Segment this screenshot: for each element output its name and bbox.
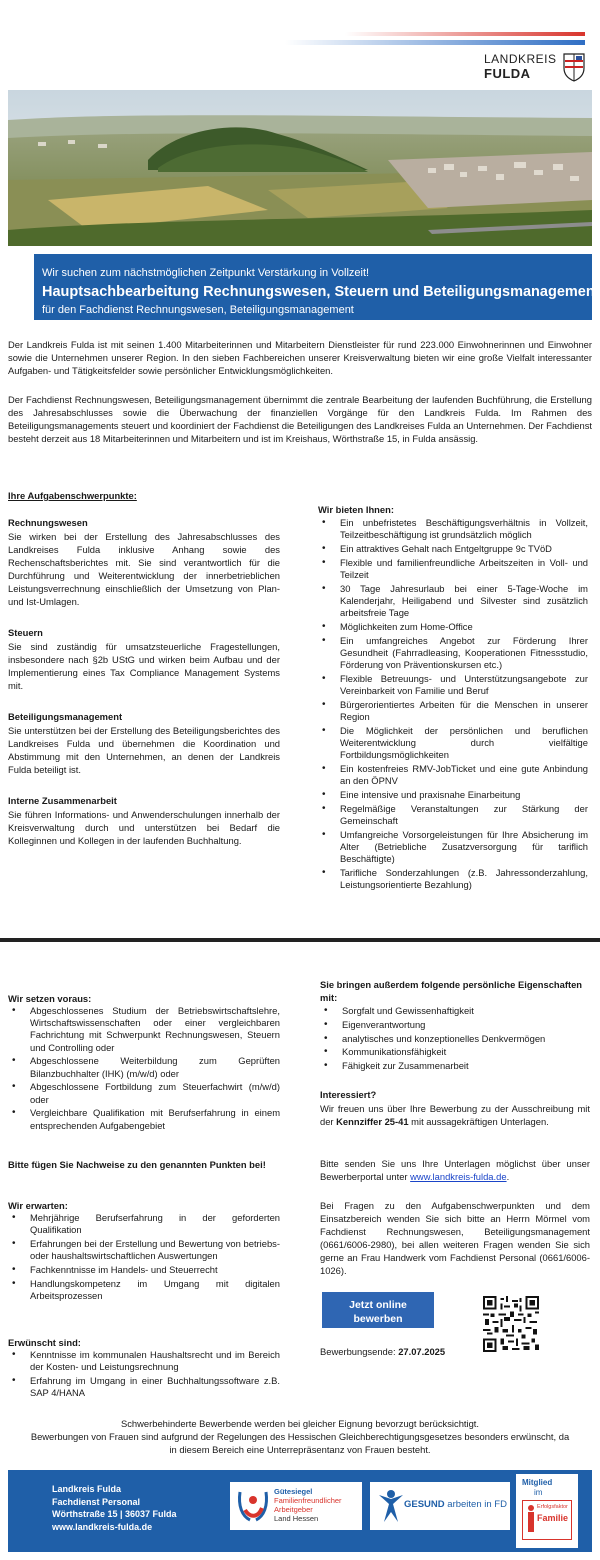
section-divider: [0, 938, 600, 942]
logo-line2: FULDA: [484, 66, 531, 81]
task-title-intern: Interne Zusammenarbeit: [8, 795, 117, 806]
require-item: • Abgeschlossenes Studium der Betriebswirtschaftslehre, Wirtschaftswissenschaften oder einer vergleichbaren Fachrichtung mit Schwerpunkt Rechnungswesen, Steuern und Controlling oder: [8, 1005, 280, 1054]
interest-text: [320, 1102, 590, 1128]
apply-online-button[interactable]: [322, 1292, 434, 1328]
offer-item: • Umfangreiche Vorsorgeleistungen für Ihre Absicherung im Alter (Betriebliche Zusatzversorgung für tariflich Beschäftigte): [318, 829, 588, 866]
offer-item: • Ein umfangreiches Angebot zur Förderung Ihrer Gesundheit (Fahrradleasing, Kooperationen Fitnessstudio, Förderung von Präventionskursen etc.): [318, 635, 588, 672]
offer-item: • Ein attraktives Gehalt nach Entgeltgruppe 9c TVöD: [318, 543, 588, 555]
landkreis-fulda-logo: [484, 52, 588, 82]
personal-item: • Fähigkeit zur Zusammenarbeit: [320, 1060, 590, 1072]
landscape-photo: [8, 90, 592, 246]
offer-item: • Möglichkeiten zum Home-Office: [318, 621, 588, 633]
deadline-date: 27.07.2025: [398, 1346, 446, 1357]
expect-heading: Wir erwarten:: [8, 1200, 68, 1211]
proof-note: Bitte fügen Sie Nachweise zu den genannten Punkten bei!: [8, 1159, 266, 1170]
interest-text-a: Wir freuen uns über Ihre Bewerbung zu der Ausschreibung mit der: [320, 1103, 590, 1127]
equality-note: Bewerbungen von Frauen sind aufgrund der Regelungen des Hessischen Gleichberechtigungsgesetzes besonders erwünscht, da in diesem Bereich eine Unterrepräsentanz von Frauen besteht.: [30, 1431, 570, 1455]
apply-button-line1: Jetzt online: [349, 1299, 407, 1311]
department-line: für den Fachdienst Rechnungswesen, Beteiligungsmanagement: [42, 304, 354, 316]
footer-department: Fachdienst Personal: [52, 1496, 141, 1507]
deadline-label: Bewerbungsende:: [320, 1346, 399, 1357]
task-title-rechnungswesen: Rechnungswesen: [8, 517, 88, 528]
erfolgsfaktor-familie-seal: [516, 1474, 578, 1548]
family-figure-icon: [525, 1504, 537, 1534]
require-item: • Abgeschlossene Weiterbildung zum Geprüften Bilanzbuchhalter (IHK) (m/w/d) oder: [8, 1055, 280, 1079]
contact-text: Bei Fragen zu den Aufgabenschwerpunkten und dem Einsatzbereich wenden Sie sich bitte an Herrn Mörmel vom Fachdienst Rechnungswesen, Beteiligungsmanagement (0661/6006-2980), bei allen weiteren Fragen wenden Sie sich gerne an Frau Handwerk vom Fachdienst Personal (0661/6006-1026).: [320, 1200, 590, 1276]
task-text-rechnungswesen: Sie wirken bei der Erstellung des Jahresabschlusses des Landkreises Fulda inklusive Anhang sowie des Rechenschaftsberichtes mit. Sie sind verantwortlich für die Durchführung und Weiterentwicklung der innerbetrieblichen Leistungsverrechnung einschließlich der Umsetzung von Plan- und Ist-Umlagen.: [8, 531, 280, 607]
gesund-arbeiten-seal: [370, 1482, 510, 1530]
coat-of-arms-icon: [562, 52, 586, 82]
logo-line1: LANDKREIS: [484, 52, 557, 66]
footer-address: Wörthstraße 15 | 36037 Fulda: [52, 1509, 177, 1519]
seal1-line3: Arbeitgeber: [274, 1505, 313, 1514]
offer-item: • Eine intensive und praxisnahe Einarbeitung: [318, 789, 588, 801]
offer-item: • Bürgerorientiertes Arbeiten für die Menschen in unserer Region: [318, 699, 588, 723]
task-text-steuern: Sie sind zuständig für umsatzsteuerliche Fragestellungen, insbesondere nach §2b UStG und wirken beim Aufbau und der Implementierung eines Tax Compliance Management Systems mit.: [8, 641, 280, 691]
require-list: [8, 1005, 280, 1133]
seal2-text: [404, 1499, 507, 1510]
seal3-line3: Erfolgsfaktor: [537, 1504, 568, 1510]
apply-button-line2: bewerben: [353, 1313, 403, 1325]
desired-item: • Erfahrung im Umgang in einer Buchhaltungssoftware z.B. SAP 4/HANA: [8, 1375, 280, 1399]
expect-item: • Fachkenntnisse im Handels- und Steuerrecht: [8, 1264, 280, 1276]
portal-text-a: Bitte senden Sie uns Ihre Unterlagen möglichst über unser Bewerberportal unter: [320, 1158, 590, 1182]
task-text-beteiligung: Sie unterstützen bei der Erstellung des Beteiligungsberichtes des Landkreises Fulda und übernehmen die Koordination und Abstimmung mit den Unternehmen, an denen der Landkreis Fulda beteiligt ist.: [8, 725, 280, 775]
decorative-stripes: [285, 28, 585, 50]
task-title-steuern: Steuern: [8, 627, 43, 638]
person-star-icon: [376, 1488, 406, 1524]
interest-text-b: mit aussagekräftigen Unterlagen.: [408, 1116, 549, 1127]
portal-text-b: .: [506, 1171, 510, 1182]
require-heading: Wir setzen voraus:: [8, 993, 92, 1004]
offer-list: [318, 517, 588, 893]
personal-item: • Eigenverantwortung: [320, 1019, 590, 1031]
personal-item: • analytisches und konzeptionelles Denkvermögen: [320, 1033, 590, 1045]
offer-item: • Flexible und familienfreundliche Arbeitszeiten in Voll- und Teilzeit: [318, 557, 588, 581]
task-title-beteiligung: Beteiligungsmanagement: [8, 711, 123, 722]
offer-item: • Ein kostenfreies RMV-JobTicket und eine gute Anbindung an den ÖPNV: [318, 763, 588, 787]
job-title: Hauptsachbearbeitung Rechnungswesen, Steuern und Beteiligungsmanagement: [42, 284, 600, 300]
seal1-line4: Land Hessen: [274, 1514, 319, 1523]
tasks-heading: Ihre Aufgabenschwerpunkte:: [8, 490, 137, 501]
disability-note: Schwerbehinderte Bewerbende werden bei gleicher Eignung bevorzugt berücksichtigt.: [120, 1418, 480, 1429]
require-item: • Vergleichbare Qualifikation mit Berufserfahrung in einem entsprechenden Aufgabengebiet: [8, 1107, 280, 1131]
reference-code: Kennziffer 25-41: [336, 1116, 409, 1127]
seal3-line1: Mitglied: [522, 1478, 553, 1487]
seal3-line4: Familie: [537, 1513, 569, 1523]
seal2-text-a: GESUND: [404, 1499, 445, 1510]
personal-item: • Kommunikationsfähigkeit: [320, 1046, 590, 1058]
familienfreundlich-seal: [230, 1482, 362, 1530]
expect-item: • Mehrjährige Berufserfahrung in der geforderten Qualifikation: [8, 1212, 280, 1236]
banner-intro: Wir suchen zum nächstmöglichen Zeitpunkt Verstärkung in Vollzeit!: [42, 267, 370, 279]
offer-item: • Regelmäßige Veranstaltungen zur Stärkung der Gemeinschaft: [318, 803, 588, 827]
footer-website[interactable]: www.landkreis-fulda.de: [52, 1521, 153, 1532]
offer-item: • 30 Tage Jahresurlaub bei einer 5-Tage-Woche im Kalenderjahr, Heiligabend und Silvester sind zusätzlich arbeitsfreie Tage: [318, 583, 588, 620]
seal1-line1: Gütesiegel: [274, 1487, 313, 1496]
footer-bar: [8, 1470, 592, 1552]
desired-item: • Kenntnisse im kommunalen Haushaltsrecht und im Bereich der Kosten- und Leistungsrechnung: [8, 1349, 280, 1373]
interest-heading: Interessiert?: [320, 1089, 377, 1100]
personal-list: [320, 1005, 590, 1074]
require-item: • Abgeschlossene Fortbildung zum Steuerfachwirt (m/w/d) oder: [8, 1081, 280, 1105]
seal3-line2: im: [534, 1488, 543, 1497]
seal3-box: [522, 1500, 572, 1540]
website-link[interactable]: www.landkreis-fulda.de: [410, 1171, 507, 1182]
expect-item: • Handlungskompetenz im Umgang mit digitalen Arbeitsprozessen: [8, 1278, 280, 1302]
desired-list: [8, 1349, 280, 1401]
deadline: [320, 1345, 520, 1358]
offer-item: • Die Möglichkeit der persönlichen und beruflichen Weiterentwicklung durch vielfältige Fortbildungsmöglichkeiten: [318, 725, 588, 762]
expect-item: • Erfahrungen bei der Erstellung und Bewertung von betriebs- oder haushaltswirtschaftlichen Auswertungen: [8, 1238, 280, 1262]
offer-item: • Flexible Betreuungs- und Unterstützungsangebote zur Vereinbarkeit von Familie und Beruf: [318, 673, 588, 697]
offer-item: • Tarifliche Sonderzahlungen (z.B. Jahressonderzahlung, Leistungsorientierte Bezahlung): [318, 867, 588, 891]
family-seal-icon: [236, 1488, 270, 1524]
personal-heading: Sie bringen außerdem folgende persönliche Eigenschaften mit:: [320, 979, 583, 1003]
seal1-line2: Familienfreundlicher: [274, 1496, 342, 1505]
task-text-intern: Sie führen Informations- und Anwenderschulungen innerhalb der Kreisverwaltung durch und unterstützen bei Bedarf die Kolleginnen und Kollegen in der laufenden Buchhaltung.: [8, 809, 280, 846]
offer-heading: Wir bieten Ihnen:: [318, 504, 394, 515]
intro-paragraph-2: Der Fachdienst Rechnungswesen, Beteiligungsmanagement übernimmt die zentrale Bearbeitung der laufenden Buchführung, die Erstellung des Jahresabschlusses sowie die Überwachung der finanziellen Vorgänge für den Landkreis Fulda. Im Rahmen des Beteiligungsmanagements steuert und koordiniert der Fachdienst die Beteiligungen des Landkreises Fulda an Unternehmen. Der Fachdienst besteht derzeit aus 18 Mitarbeiterinnen und Mitarbeitern und ist im Kreishaus, Wörthstraße 15, in Fulda ansässig.: [8, 394, 592, 444]
desired-heading: Erwünscht sind:: [8, 1337, 81, 1348]
job-title-banner: [8, 254, 600, 320]
footer-org: Landkreis Fulda: [52, 1484, 122, 1494]
personal-item: • Sorgfalt und Gewissenhaftigkeit: [320, 1005, 590, 1017]
offer-item: • Ein unbefristetes Beschäftigungsverhältnis in Vollzeit, Teilzeitbeschäftigung ist grundsätzlich möglich: [318, 517, 588, 541]
expect-list: [8, 1212, 280, 1304]
seal2-text-b: arbeiten in FD: [444, 1499, 507, 1510]
portal-text: [320, 1157, 590, 1183]
intro-paragraph-1: Der Landkreis Fulda ist mit seinen 1.400 Mitarbeiterinnen und Mitarbeitern Dienstleister für rund 223.000 Einwohnerinnen und Einwohner sowie die Unternehmen unserer Region. In den sieben Fachbereichen unserer Kreisverwaltung bieten wir eine große Vielfalt interessanter Aufgaben- und Tätigkeitsfelder sowie persönlicher Entwicklungsmöglichkeiten.: [8, 339, 592, 376]
